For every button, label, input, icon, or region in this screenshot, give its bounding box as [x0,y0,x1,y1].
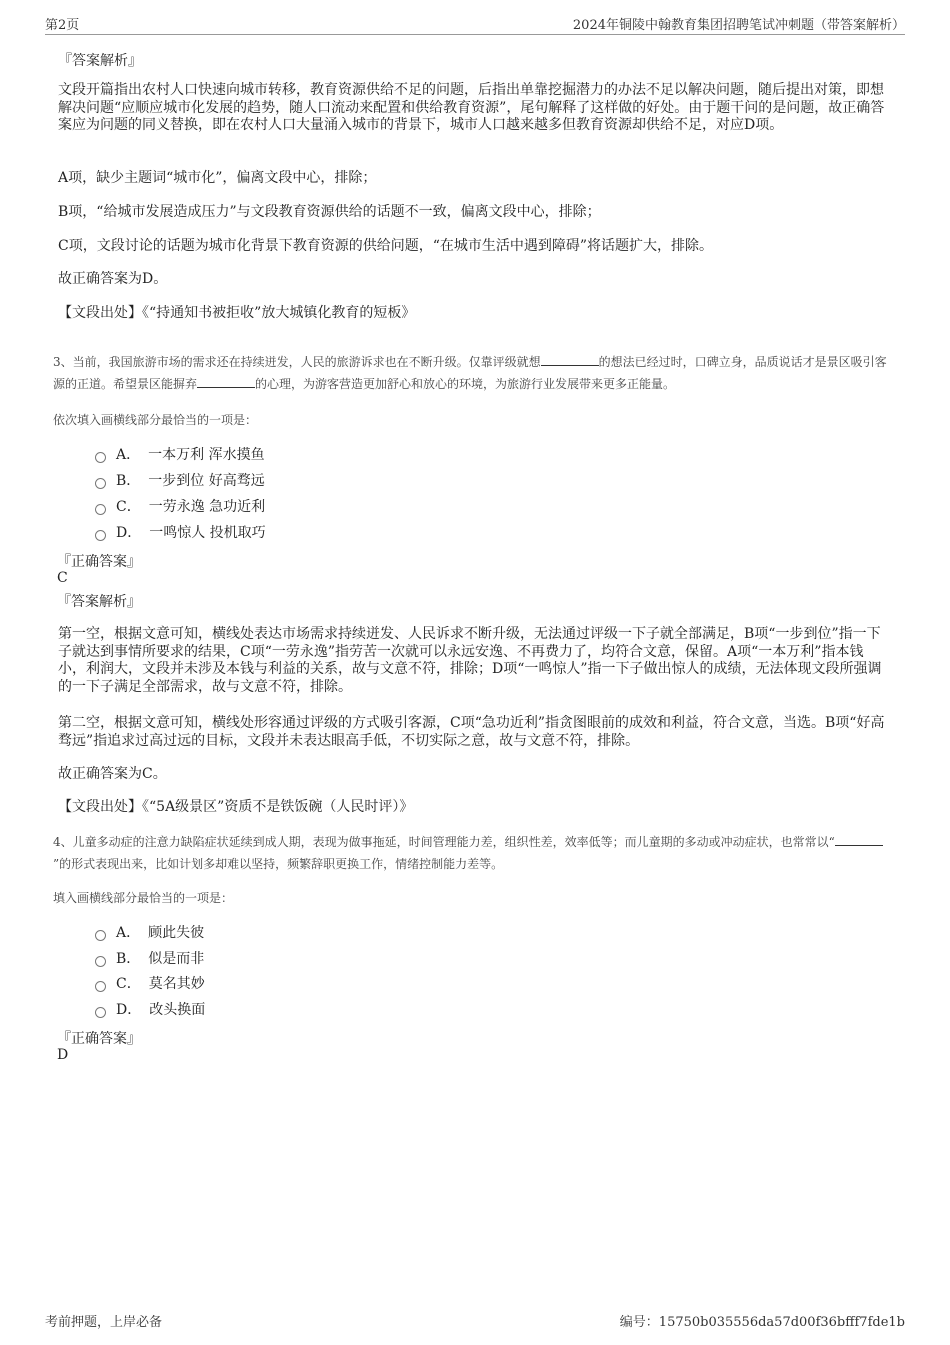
footer-slogan: 考前押题，上岸必备 [45,1315,163,1330]
source-citation: 【文段出处】《“5A级景区”资质不是铁饭碗（人民时评）》 [58,799,414,815]
analysis-paragraph: B项，“给城市发展造成压力”与文段教育资源供给的话题不一致，偏离文段中心，排除； [58,204,601,220]
correct-answer-label: 『正确答案』 [57,1031,141,1047]
analysis-paragraph: C项，文段讨论的话题为城市化背景下教育资源的供给问题，“在城市生活中遇到障碍”将话题扩大，排除。 [58,238,714,254]
analysis-paragraph: A项，缺少主题词“城市化”，偏离文段中心，排除； [58,170,377,186]
analysis-paragraph: 文段开篇指出农村人口快速向城市转移，教育资源供给不足的问题，后指出单靠挖掘潜力的办法不足以解决问题，随后提出对策，即想解决问题“应顺应城市化发展的趋势，随人口流动来配置和供给教育资源”，尾句解释了这样做的好处。由于题干问的是问题，故正确答案应为问题的同义替换，即在农村人口大量涌入城市的背景下，城市人口越来越多但教育资源却供给不足，对应D项。 [58,82,885,133]
analysis-paragraph: 第一空，根据文意可知，横线处表达市场需求持续迸发、人民诉求不断升级，无法通过评级一下子就全部满足，B项“一步到位”指一下子就达到事情所要求的结果，C项“一劳永逸”指劳苦一次就可以永远安逸、不再费力了，均符合文意，保留。A项“一本万利”指本钱小，利润大，文段并未涉及本钱与利益的关系，故与文意不符，排除；D项“一鸣惊人”指一下子做出惊人的成绩，无法体现文段所强调的一下子满足全部需求，故与文意不符，排除。 [58,626,882,695]
radio-icon[interactable] [95,452,106,463]
radio-icon[interactable] [95,930,106,941]
document-serial: 编号：15750b035556da57d00f36bfff7fde1b [619,1315,905,1330]
analysis-conclusion: 故正确答案为D。 [58,271,168,287]
option-c[interactable]: C． 莫名其妙 [95,973,205,993]
option-a[interactable]: A． 一本万利 浑水摸鱼 [95,444,265,464]
analysis-label: 『答案解析』 [58,53,142,69]
correct-answer: D [57,1047,69,1063]
source-citation: 【文段出处】《“持通知书被拒收”放大城镇化教育的短板》 [58,305,416,321]
question-3-text: 3、当前，我国旅游市场的需求还在持续迸发，人民的旅游诉求也在不断升级。仅靠评级就想 的想法已经过时，口碑立身，品质说话才是景区吸引客源的正道。希望景区能摒弃 的心理，为游客营造更加舒心和放心的环境，为旅游行业发展带来更多正能量。 [53,355,887,391]
radio-icon[interactable] [95,981,106,992]
fill-blank [541,353,599,366]
question-4-text: 4、儿童多动症的注意力缺陷症状延续到成人期，表现为做事拖延，时间管理能力差，组织性差，效率低等；而儿童期的多动或冲动症状，也常常以“”的形式表现出来，比如计划多却难以坚持，频繁辞职更换工作，情绪控制能力差等。 [53,831,898,875]
radio-icon[interactable] [95,530,106,541]
question-prompt: 依次填入画横线部分最恰当的一项是： [53,413,258,427]
option-b[interactable]: B． 似是而非 [95,948,204,968]
option-b[interactable]: B． 一步到位 好高骛远 [95,470,265,490]
radio-icon[interactable] [95,478,106,489]
analysis-conclusion: 故正确答案为C。 [58,766,167,782]
correct-answer: C [57,570,68,586]
option-d[interactable]: D． 改头换面 [95,999,205,1019]
question-prompt: 填入画横线部分最恰当的一项是： [53,891,234,905]
radio-icon[interactable] [95,956,106,967]
radio-icon[interactable] [95,504,106,515]
fill-blank [835,833,883,846]
option-c[interactable]: C． 一劳永逸 急功近利 [95,496,265,516]
document-title: 2024年铜陵中翰教育集团招聘笔试冲刺题（带答案解析） [572,18,905,33]
correct-answer-label: 『正确答案』 [57,554,141,570]
option-a[interactable]: A． 顾此失彼 [95,922,204,942]
fill-blank [197,375,255,388]
page-header [45,12,905,35]
analysis-label: 『答案解析』 [57,594,141,610]
option-d[interactable]: D． 一鸣惊人 投机取巧 [95,522,266,542]
radio-icon[interactable] [95,1007,106,1018]
analysis-paragraph: 第二空，根据文意可知，横线处形容通过评级的方式吸引客源，C项“急功近利”指贪图眼前的成效和利益，符合文意，当选。B项“好高骛远”指追求过高过远的目标，文段并未表达眼高手低，不切实际之意，故与文意不符，排除。 [58,715,885,749]
page-number: 第2页 [45,18,80,33]
